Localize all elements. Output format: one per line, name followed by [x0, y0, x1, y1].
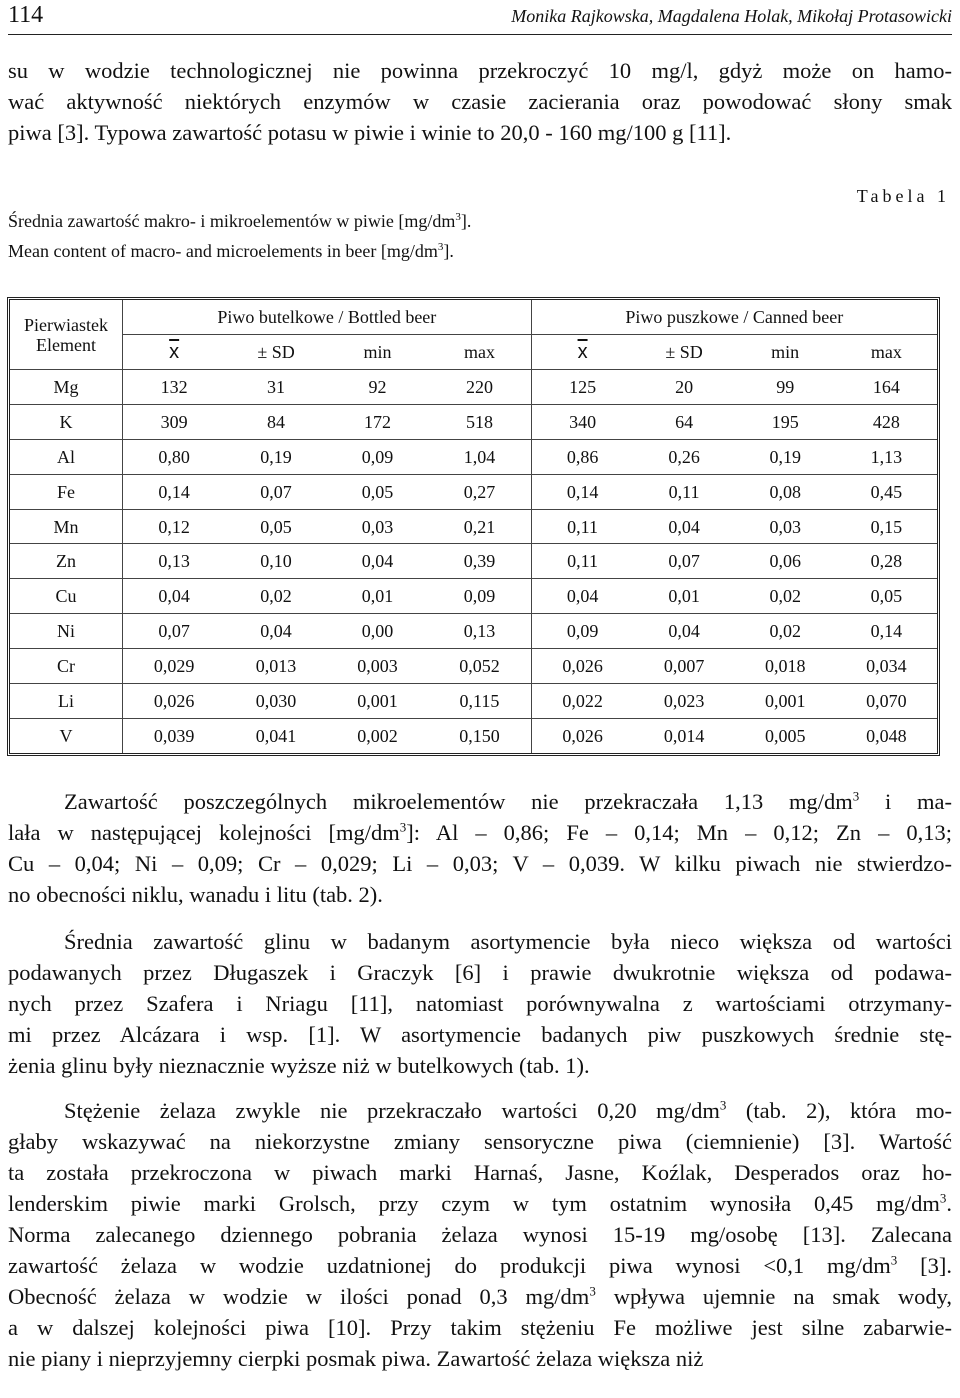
value-cell: 64: [634, 404, 735, 439]
table-row: [10, 370, 937, 405]
text-line: mi przez Alcázara i wsp. [1]. W asortymencie badanych piw puszkowych średnie stę-: [8, 1022, 952, 1047]
value-cell: 0,04: [327, 544, 429, 579]
value-cell: 0,039: [123, 718, 226, 752]
value-cell: 0,19: [735, 439, 836, 474]
value-cell: 0,09: [531, 614, 633, 649]
element-cell: Ni: [10, 614, 123, 649]
bottled-beer-header: Piwo butelkowe / Bottled beer: [123, 300, 532, 335]
table-row: [10, 404, 937, 439]
element-cell: Cu: [10, 579, 123, 614]
value-cell: 0,048: [836, 718, 937, 752]
value-cell: 0,27: [428, 474, 531, 509]
value-cell: 0,01: [634, 579, 735, 614]
canned-min-header: min: [771, 342, 800, 362]
value-cell: 0,07: [225, 474, 327, 509]
text-line: zawartość żelaza w wodzie uzdatnionej do produkcji piwa wynosi <0,1 $mg/dm^3$ [3].: [8, 1252, 952, 1278]
value-cell: 0,001: [327, 684, 429, 719]
table-row: [10, 544, 937, 579]
text-line: nych przez Szafera i Nriagu [11], natomiast porównywalna z wartościami otrzymany-: [8, 991, 952, 1016]
value-cell: 0,018: [735, 649, 836, 684]
element-cell: Cr: [10, 649, 123, 684]
value-cell: 172: [327, 404, 429, 439]
value-cell: 0,026: [531, 718, 633, 752]
bottled-min-header: min: [363, 342, 392, 362]
canned-sd-header: ± SD: [665, 342, 703, 362]
value-cell: 0,14: [531, 474, 633, 509]
canned-max-header: max: [870, 342, 902, 362]
value-cell: 0,041: [225, 718, 327, 752]
value-cell: 0,05: [225, 509, 327, 544]
text-line: ta została przekroczona w piwach marki Harnaś, Jasne, Koźlak, Desperados oraz ho-: [8, 1160, 952, 1185]
value-cell: 518: [428, 404, 531, 439]
table-row: [10, 649, 937, 684]
value-cell: 0,01: [327, 579, 429, 614]
canned-mean-symbol: $\overline{x}$: [577, 341, 588, 363]
value-cell: 0,10: [225, 544, 327, 579]
value-cell: 0,15: [836, 509, 937, 544]
value-cell: 0,034: [836, 649, 937, 684]
value-cell: 220: [428, 370, 531, 405]
value-cell: 0,007: [634, 649, 735, 684]
element-cell: K: [10, 404, 123, 439]
value-cell: 31: [225, 370, 327, 405]
value-cell: 84: [225, 404, 327, 439]
table-caption-en: [8, 238, 454, 264]
table-caption-en-close: ].: [443, 241, 454, 261]
table-row: [10, 509, 937, 544]
value-cell: 0,11: [531, 544, 633, 579]
intro-paragraph: [8, 55, 952, 148]
value-cell: 0,02: [225, 579, 327, 614]
canned-beer-header: Piwo puszkowe / Canned beer: [531, 300, 937, 335]
value-cell: 0,14: [123, 474, 226, 509]
text-line: Średnia zawartość glinu w badanym asortymencie była nieco większa od wartości: [64, 929, 952, 954]
value-cell: 132: [123, 370, 226, 405]
element-cell: Fe: [10, 474, 123, 509]
running-head: Monika Rajkowska, Magdalena Holak, Mikołaj Protasowicki: [511, 6, 952, 26]
value-cell: 0,03: [735, 509, 836, 544]
value-cell: 99: [735, 370, 836, 405]
table-caption-en-exponent: 3: [437, 241, 444, 253]
value-cell: 0,115: [428, 684, 531, 719]
value-cell: 92: [327, 370, 429, 405]
element-cell: Al: [10, 439, 123, 474]
text-line: Zawartość poszczególnych mikroelementów nie przekraczała 1,13 $mg/dm^3$ i ma-: [64, 788, 953, 814]
element-header-en: Element: [10, 335, 123, 370]
text-line: piwa [3]. Typowa zawartość potasu w piwie i winie to 20,0 - 160 mg/100 g [11].: [8, 120, 732, 145]
table-row: [10, 614, 937, 649]
value-cell: 0,04: [531, 579, 633, 614]
value-cell: 0,013: [225, 649, 327, 684]
value-cell: 0,04: [634, 614, 735, 649]
value-cell: 0,09: [428, 579, 531, 614]
value-cell: 0,28: [836, 544, 937, 579]
text-line: Stężenie żelaza zwykle nie przekraczało wartości 0,20 $mg/dm^3$ (tab. 2), która mo-: [64, 1097, 952, 1123]
value-cell: 0,04: [225, 614, 327, 649]
body-paragraph: [8, 926, 952, 1081]
value-cell: 0,026: [123, 684, 226, 719]
value-cell: 20: [634, 370, 735, 405]
bottled-sd-header: ± SD: [257, 342, 295, 362]
element-header-pl: Pierwiastek: [10, 300, 123, 335]
value-cell: 0,39: [428, 544, 531, 579]
value-cell: 0,13: [123, 544, 226, 579]
value-cell: 0,023: [634, 684, 735, 719]
table-row: [10, 718, 937, 752]
value-cell: 0,022: [531, 684, 633, 719]
value-cell: 0,030: [225, 684, 327, 719]
element-cell: Zn: [10, 544, 123, 579]
value-cell: 428: [836, 404, 937, 439]
table-caption-en-text: Mean content of macro- and microelements in beer [mg/dm: [8, 241, 438, 261]
text-line: su w wodzie technologicznej nie powinna przekroczyć 10 mg/l, gdyż może on hamo-: [8, 58, 952, 83]
value-cell: 1,13: [836, 439, 937, 474]
value-cell: 0,05: [327, 474, 429, 509]
bottled-max-header: max: [428, 335, 531, 370]
value-cell: 164: [836, 370, 937, 405]
value-cell: 0,86: [531, 439, 633, 474]
text-line: głaby wskazywać na niekorzystne zmiany sensoryczne piwa (ciemnienie) [3]. Wartość: [8, 1129, 952, 1154]
value-cell: 0,005: [735, 718, 836, 752]
value-cell: 0,04: [123, 579, 226, 614]
value-cell: 0,150: [428, 718, 531, 752]
value-cell: 0,002: [327, 718, 429, 752]
element-cell: Mn: [10, 509, 123, 544]
value-cell: 0,09: [327, 439, 429, 474]
value-cell: 0,14: [836, 614, 937, 649]
text-line: Cu – 0,04; Ni – 0,09; Cr – 0,029; Li – 0,03; V – 0,039. W kilku piwach nie stwierdzo-: [8, 851, 952, 876]
bottled-mean-symbol: $\overline{x}$: [169, 341, 180, 363]
text-line: Norma zalecanego dziennego pobrania żelaza wynosi 15-19 mg/osobę [13]. Zalecana: [8, 1222, 952, 1247]
text-line: Obecność żelaza w wodzie w ilości ponad 0,3 $mg/dm^3$ wpływa ujemnie na smak wody,: [8, 1283, 952, 1309]
element-cell: Li: [10, 684, 123, 719]
value-cell: 195: [735, 404, 836, 439]
table-label: Tabela 1: [856, 186, 950, 206]
text-line: wać aktywność niektórych enzymów w czasie zacierania oraz powodować słony smak: [8, 89, 952, 114]
value-cell: 0,06: [735, 544, 836, 579]
table-caption-pl-close: ].: [460, 211, 472, 231]
table-caption-pl: [8, 208, 471, 234]
value-cell: 0,029: [123, 649, 226, 684]
table-row: [10, 474, 937, 509]
text-line: no obecności niklu, wanadu i litu (tab. 2).: [8, 882, 383, 907]
value-cell: 0,11: [634, 474, 735, 509]
text-line: a w dalszej kolejności piwa [10]. Przy takim stężeniu Fe możliwe jest silne zabarwie-: [8, 1315, 952, 1340]
value-cell: 0,02: [735, 614, 836, 649]
value-cell: 0,03: [327, 509, 429, 544]
body-paragraph: [8, 1095, 952, 1374]
value-cell: 0,12: [123, 509, 226, 544]
value-cell: 0,014: [634, 718, 735, 752]
bottled-mean-header: [123, 335, 226, 370]
value-cell: 0,02: [735, 579, 836, 614]
value-cell: 0,00: [327, 614, 429, 649]
table-row: [10, 579, 937, 614]
value-cell: 0,052: [428, 649, 531, 684]
text-line: nie piany i nieprzyjemny cierpki posmak piwa. Zawartość żelaza większa niż: [8, 1346, 704, 1371]
table-caption-pl-exponent: 3: [455, 211, 461, 223]
page-header: [8, 0, 952, 35]
value-cell: 0,19: [225, 439, 327, 474]
value-cell: 0,45: [836, 474, 937, 509]
value-cell: 340: [531, 404, 633, 439]
value-cell: 0,26: [634, 439, 735, 474]
text-line: podawanych przez Długaszek i Graczyk [6] i prawie dwukrotnie większa od podawa-: [8, 960, 952, 985]
body-paragraph: [8, 786, 952, 910]
value-cell: 0,11: [531, 509, 633, 544]
value-cell: 0,21: [428, 509, 531, 544]
table-row: [10, 684, 937, 719]
element-cell: V: [10, 718, 123, 752]
text-line: żenia glinu były nieznacznie wyższe niż w butelkowych (tab. 1).: [8, 1053, 590, 1078]
value-cell: 1,04: [428, 439, 531, 474]
value-cell: 0,05: [836, 579, 937, 614]
value-cell: 0,07: [123, 614, 226, 649]
text-line: lała w następującej kolejności $[mg/dm^3]$: Al – 0,86; Fe – 0,14; Mn – 0,12; Zn – 0,13;: [8, 819, 952, 845]
data-table: [7, 297, 940, 756]
value-cell: 0,070: [836, 684, 937, 719]
element-cell: Mg: [10, 370, 123, 405]
value-cell: 0,001: [735, 684, 836, 719]
value-cell: 125: [531, 370, 633, 405]
table-body: [10, 370, 937, 753]
value-cell: 0,003: [327, 649, 429, 684]
value-cell: 0,04: [634, 509, 735, 544]
table-caption-pl-text: Średnia zawartość makro- i mikroelementów w piwie [mg/dm: [8, 211, 456, 231]
text-line: lenderskim piwie marki Grolsch, przy czym w tym ostatnim wynosiła 0,45 $mg/dm^3$.: [8, 1190, 952, 1216]
value-cell: 0,80: [123, 439, 226, 474]
value-cell: 0,13: [428, 614, 531, 649]
canned-mean-header: [531, 335, 633, 370]
value-cell: 0,08: [735, 474, 836, 509]
page-number: 114: [8, 2, 44, 28]
table-row: [10, 439, 937, 474]
value-cell: 309: [123, 404, 226, 439]
value-cell: 0,026: [531, 649, 633, 684]
value-cell: 0,07: [634, 544, 735, 579]
